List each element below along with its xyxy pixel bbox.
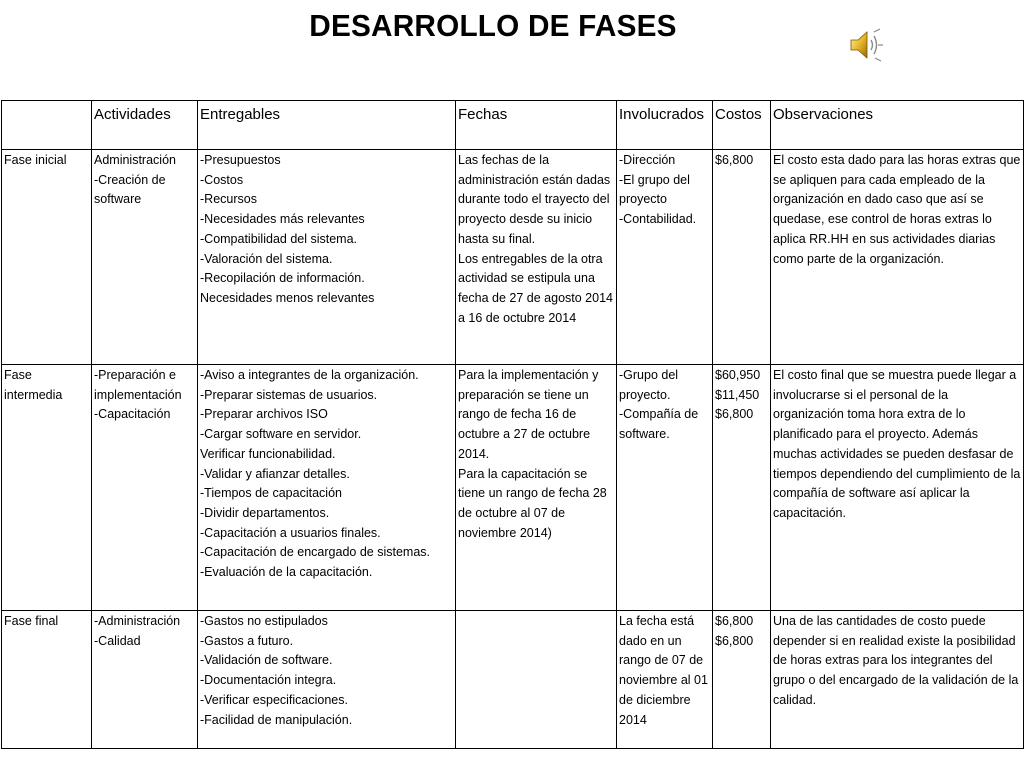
cell-line: Fase final xyxy=(4,614,59,628)
cell-line: Fase intermedia xyxy=(4,368,63,402)
cell-line: -Facilidad de manipulación. xyxy=(200,712,353,727)
cell-line: -Tiempos de capacitación xyxy=(200,486,342,501)
cell-fase xyxy=(2,611,92,749)
cell-involucrados xyxy=(617,365,713,611)
cell-observaciones xyxy=(771,150,1024,365)
header-cell-involucrados: Involucrados xyxy=(617,101,713,150)
header-cell-fechas: Fechas xyxy=(456,101,617,150)
header-cell-actividades: Actividades xyxy=(92,101,198,150)
cell-line: Para la implementación y preparación se tiene un rango de fecha 16 de octubre a 27 de octubre 2014. xyxy=(458,368,599,461)
cell-line: -Necesidades más relevantes xyxy=(200,212,365,227)
header-cell-costos: Costos xyxy=(713,101,771,150)
header-cell-fase xyxy=(2,101,92,150)
cell-line: Las fechas de la administración están dadas durante todo el trayecto del proyecto desde su inicio hasta su final. xyxy=(458,153,611,246)
cell-line: -Dividir departamentos. xyxy=(200,505,330,520)
cell-line: $6,800 xyxy=(715,153,754,167)
cell-involucrados xyxy=(617,150,713,365)
cell-entregables xyxy=(198,365,456,611)
cell-line: -Gastos a futuro. xyxy=(200,633,294,648)
cell-fechas xyxy=(456,150,617,365)
cell-line: $60,950 xyxy=(715,368,761,382)
cell-costos xyxy=(713,150,771,365)
cell-line: -Cargar software en servidor. xyxy=(200,427,362,442)
table-row xyxy=(2,611,1024,749)
cell-line: -Capacitación de encargado de sistemas. xyxy=(200,545,430,560)
cell-line: -Documentación integra. xyxy=(200,673,337,688)
cell-line: El costo final que se muestra puede llegar a involucrarse si el personal de la organización toma hora extra de lo planificado para el proyecto. Además muchas actividades se pueden desfasar de tiempos dependiendo del cumplimiento de la compañía de software así aplicar la capacitación. xyxy=(773,368,1021,520)
cell-line: Verificar funcionabilidad. xyxy=(200,446,336,461)
cell-line: -Capacitación a usuarios finales. xyxy=(200,525,381,540)
cell-line: $6,800 xyxy=(715,407,754,422)
cell-line: Para la capacitación se tiene un rango de fecha 28 de octubre al 07 de noviembre 2014) xyxy=(458,466,607,540)
cell-line: -Grupo del proyecto. xyxy=(619,368,679,402)
cell-line: -Costos xyxy=(200,172,244,187)
cell-line: -Aviso a integrantes de la organización. xyxy=(200,368,419,382)
phases-table xyxy=(1,100,1024,749)
cell-observaciones xyxy=(771,611,1024,749)
cell-line: Fase inicial xyxy=(4,153,67,167)
cell-line: $11,450 xyxy=(715,387,760,402)
cell-costos xyxy=(713,365,771,611)
cell-actividades xyxy=(92,611,198,749)
cell-line: -Presupuestos xyxy=(200,153,281,167)
cell-actividades xyxy=(92,365,198,611)
cell-involucrados xyxy=(617,611,713,749)
cell-line: La fecha está dado en un rango de 07 de noviembre al 01 de diciembre 2014 xyxy=(619,614,708,727)
cell-line: -Recopilación de información. xyxy=(200,271,365,286)
cell-line: El costo esta dado para las horas extras que se apliquen para cada empleado de la organización en dado caso que así se quedase, ese control de horas extras lo aplica RR.HH en sus actividades diarias como parte de la organización. xyxy=(773,153,1021,266)
cell-line: Administración xyxy=(94,153,176,167)
cell-fechas xyxy=(456,611,617,749)
table-row xyxy=(2,365,1024,611)
cell-fase xyxy=(2,365,92,611)
cell-line: -Creación de software xyxy=(94,172,166,207)
cell-line: -Calidad xyxy=(94,633,141,648)
cell-line: -Compañía de software. xyxy=(619,407,699,442)
cell-line: -El grupo del proyecto xyxy=(619,172,690,207)
cell-line: Los entregables de la otra actividad se estipula una fecha de 27 de agosto 2014 a 16 de octubre 2014 xyxy=(458,251,613,325)
cell-line: -Preparar sistemas de usuarios. xyxy=(200,387,378,402)
cell-line: -Dirección xyxy=(619,153,676,167)
cell-line: -Capacitación xyxy=(94,407,171,422)
cell-actividades xyxy=(92,150,198,365)
cell-line: $6,800 xyxy=(715,614,754,628)
cell-line: -Gastos no estipulados xyxy=(200,614,328,628)
cell-line: -Valoración del sistema. xyxy=(200,251,333,266)
cell-fechas xyxy=(456,365,617,611)
cell-observaciones xyxy=(771,365,1024,611)
cell-line: -Validar y afianzar detalles. xyxy=(200,466,350,481)
cell-line: -Compatibilidad del sistema. xyxy=(200,231,358,246)
cell-entregables xyxy=(198,150,456,365)
table-row xyxy=(2,150,1024,365)
cell-line: -Administración xyxy=(94,614,181,628)
cell-line: -Verificar especificaciones. xyxy=(200,692,348,707)
cell-line: -Preparación e implementación xyxy=(94,368,182,402)
header-cell-entregables: Entregables xyxy=(198,101,456,150)
cell-line: -Preparar archivos ISO xyxy=(200,407,328,422)
speaker-icon[interactable] xyxy=(848,28,884,62)
table-header-row xyxy=(2,101,1024,150)
cell-entregables xyxy=(198,611,456,749)
cell-line: -Evaluación de la capacitación. xyxy=(200,565,373,580)
cell-costos xyxy=(713,611,771,749)
cell-line: -Validación de software. xyxy=(200,653,333,668)
cell-fase xyxy=(2,150,92,365)
cell-line: $6,800 xyxy=(715,633,754,648)
cell-line: -Contabilidad. xyxy=(619,212,697,227)
cell-line: Una de las cantidades de costo puede depender si en realidad existe la posibilidad de horas extras para los integrantes del grupo o del encargado de la validación de la calidad. xyxy=(773,614,1019,707)
page-title: DESARROLLO DE FASES xyxy=(309,8,677,43)
header-cell-observaciones: Observaciones xyxy=(771,101,1024,150)
cell-line: Necesidades menos relevantes xyxy=(200,290,375,305)
cell-line: -Recursos xyxy=(200,192,257,207)
